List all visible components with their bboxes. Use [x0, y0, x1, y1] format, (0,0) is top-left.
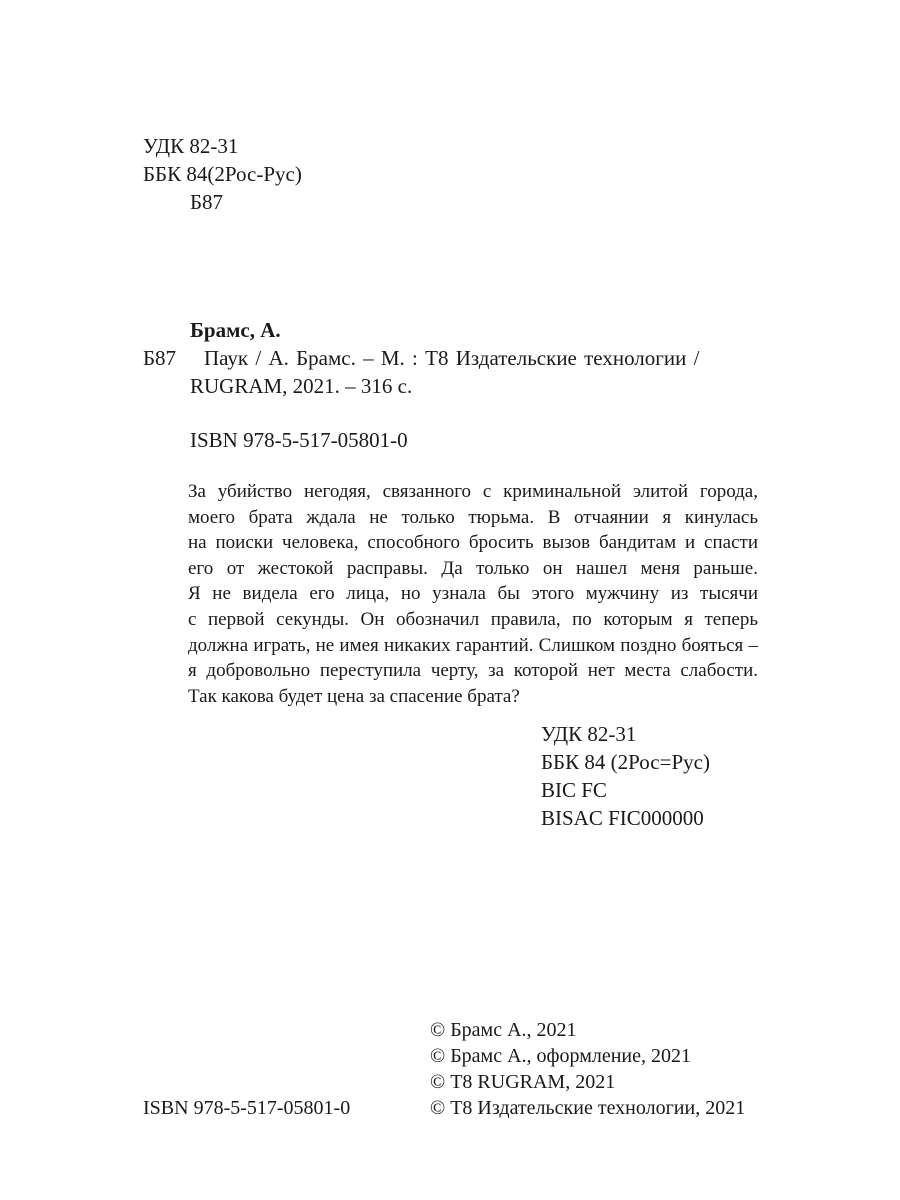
- bibliographic-description-line-1: Паук / А. Брамс. – М. : Т8 Издательские технологии /: [204, 346, 700, 370]
- annotation-line: должна играть, не имея никаких гарантий. Слишком поздно бояться –: [188, 634, 758, 656]
- isbn-entry: ISBN 978-5-517-05801-0: [190, 428, 408, 452]
- annotation-line: его от жестокой расправы. Да только он нашел меня раньше.: [188, 557, 758, 579]
- bbk-code-right: ББК 84 (2Рос=Рус): [541, 750, 710, 774]
- annotation-line: с первой секунды. Он обозначил правила, по которым я теперь: [188, 608, 758, 630]
- annotation-line: Я не видела его лица, но узнала бы этого мужчину из тысячи: [188, 583, 758, 605]
- annotation-line: моего брата ждала не только тюрьма. В отчаянии я кинулась: [188, 506, 758, 528]
- annotation-line: на поиски человека, способного бросить вызов бандитам и спасти: [188, 532, 758, 554]
- bibliographic-description-line-2: RUGRAM, 2021. – 316 с.: [190, 374, 413, 398]
- annotation-paragraph: [188, 479, 758, 709]
- copyright-line-4: © Т8 Издательские технологии, 2021: [430, 1097, 746, 1119]
- udk-code-top: УДК 82-31: [143, 134, 239, 158]
- author-sign-entry: Б87: [143, 346, 177, 370]
- copyright-line-1: © Брамс А., 2021: [430, 1019, 577, 1041]
- isbn-bottom: ISBN 978-5-517-05801-0: [143, 1097, 351, 1119]
- bbk-code-top: ББК 84(2Рос-Рус): [143, 162, 302, 186]
- copyright-line-2: © Брамс А., оформление, 2021: [430, 1045, 691, 1067]
- copyright-line-3: © Т8 RUGRAM, 2021: [430, 1071, 616, 1093]
- udk-code-right: УДК 82-31: [541, 722, 637, 746]
- bic-code: BIC FC: [541, 778, 607, 802]
- annotation-line: я добровольно переступила черту, за которой нет места слабости.: [188, 660, 758, 682]
- annotation-line: Так какова будет цена за спасение брата?: [188, 685, 520, 707]
- annotation-line: За убийство негодяя, связанного с криминальной элитой города,: [188, 481, 758, 502]
- author-sign-top: Б87: [190, 190, 224, 214]
- bisac-code: BISAC FIC000000: [541, 806, 704, 830]
- author-name: Брамс, А.: [190, 318, 281, 342]
